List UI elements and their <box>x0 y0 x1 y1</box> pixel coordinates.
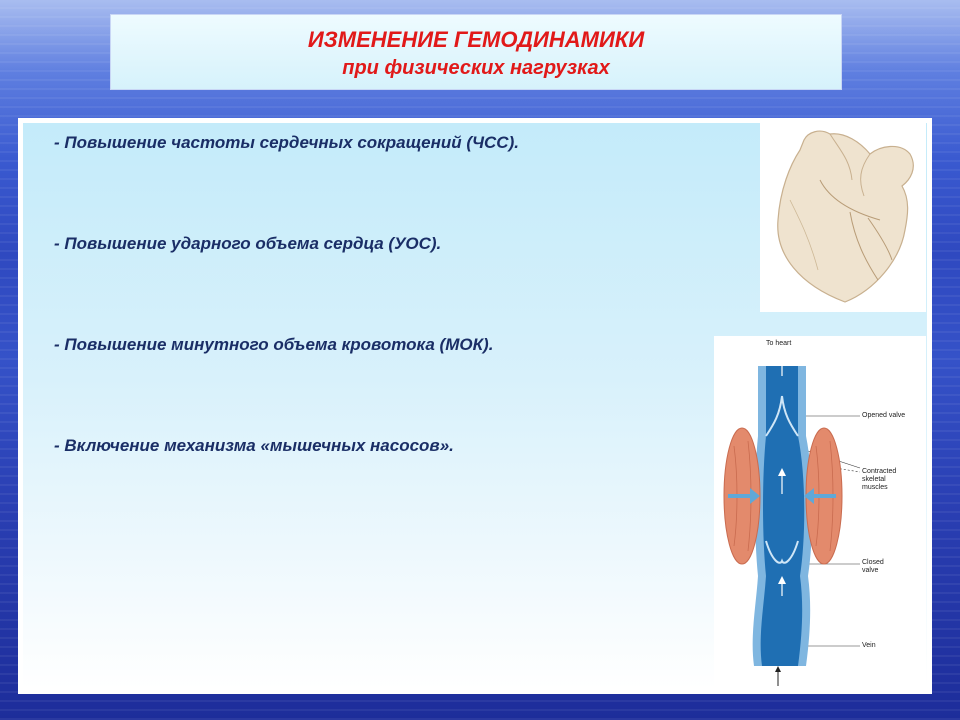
flow-up-arrow-top <box>778 348 786 356</box>
vein-lumen <box>761 366 805 666</box>
slide-title-box <box>110 14 842 90</box>
bullet-minute-volume: - Повышение минутного объема кровотока (МОК). <box>54 335 494 354</box>
label-opened-valve: Opened valve <box>862 412 906 419</box>
label-vein: Vein <box>862 642 876 649</box>
slide-subtitle: при физических нагрузках <box>342 57 610 79</box>
bullet-muscle-pump: - Включение механизма «мышечных насосов». <box>54 436 454 455</box>
label-contracted-3: muscles <box>862 484 888 491</box>
label-contracted-1: Contracted <box>862 468 897 475</box>
bullet-heart-rate: - Повышение частоты сердечных сокращений (ЧСС). <box>54 133 519 152</box>
label-closed-2: valve <box>862 567 879 574</box>
heart-illustration-panel <box>760 120 926 312</box>
flow-up-arrow-bottom <box>775 666 781 672</box>
label-closed-1: Closed <box>862 559 884 566</box>
bullet-stroke-volume: - Повышение ударного объема сердца (УОС). <box>54 234 442 253</box>
label-to-heart: To heart <box>766 340 792 347</box>
slide-title: ИЗМЕНЕНИЕ ГЕМОДИНАМИКИ <box>307 27 645 52</box>
vein-valve-diagram <box>714 336 926 688</box>
heart-illustration <box>760 120 926 312</box>
label-contracted-2: skeletal <box>862 476 886 483</box>
vein-valve-diagram-panel <box>714 336 926 688</box>
